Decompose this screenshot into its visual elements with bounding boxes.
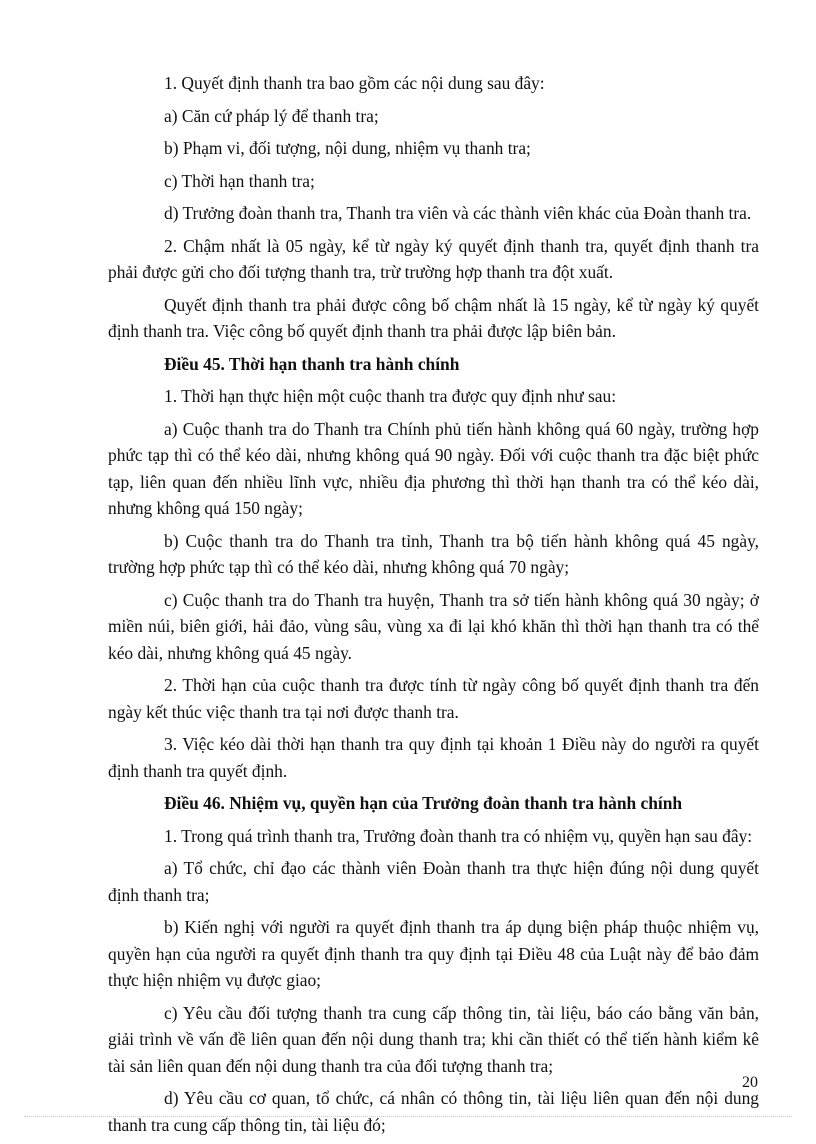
paragraph: a) Căn cứ pháp lý để thanh tra;	[164, 105, 379, 126]
paragraph: Quyết định thanh tra phải được công bố chậm nhất là 15 ngày, kể từ ngày ký quyết định thanh tra. Việc công bố quyết định thanh tra phải được lập biên bản.	[108, 294, 759, 341]
paragraph: d) Yêu cầu cơ quan, tổ chức, cá nhân có thông tin, tài liệu liên quan đến nội dung thanh tra cung cấp thông tin, tài liệu đó;	[108, 1088, 759, 1135]
page-number: 20	[742, 1074, 758, 1091]
document-body	[108, 70, 759, 1144]
paragraph: 1. Trong quá trình thanh tra, Trưởng đoàn thanh tra có nhiệm vụ, quyền hạn sau đây:	[164, 825, 753, 846]
paragraph: c) Cuộc thanh tra do Thanh tra huyện, Thanh tra sở tiến hành không quá 30 ngày; ở miền núi, biên giới, hải đảo, vùng sâu, vùng xa đi lại khó khăn thì thời hạn thanh tra có thể kéo dài, nhưng không quá 45 ngày.	[108, 589, 759, 663]
paragraph: a) Tổ chức, chỉ đạo các thành viên Đoàn thanh tra thực hiện đúng nội dung quyết định thanh tra;	[108, 858, 759, 905]
paragraph: a) Cuộc thanh tra do Thanh tra Chính phủ tiến hành không quá 60 ngày, trường hợp phức tạp thì có thể kéo dài, nhưng không quá 90 ngày. Đối với cuộc thanh tra đặc biệt phức tạp, liên quan đến nhiều lĩnh vực, nhiều địa phương thì thời hạn thanh tra có thể kéo dài, nhưng không quá 150 ngày;	[108, 418, 759, 518]
paragraph: 2. Thời hạn của cuộc thanh tra được tính từ ngày công bố quyết định thanh tra đến ngày kết thúc việc thanh tra tại nơi được thanh tra.	[108, 675, 759, 722]
paragraph: 1. Quyết định thanh tra bao gồm các nội dung sau đây:	[164, 73, 545, 93]
paragraph: c) Thời hạn thanh tra;	[164, 170, 315, 191]
paragraph: 2. Chậm nhất là 05 ngày, kể từ ngày ký quyết định thanh tra, quyết định thanh tra phải được gửi cho đối tượng thanh tra, trừ trường hợp thanh tra đột xuất.	[108, 235, 759, 282]
paragraph: 1. Thời hạn thực hiện một cuộc thanh tra được quy định như sau:	[164, 386, 617, 406]
paragraph: b) Phạm vi, đối tượng, nội dung, nhiệm vụ thanh tra;	[164, 138, 531, 158]
article-heading: Điều 45. Thời hạn thanh tra hành chính	[164, 353, 460, 374]
article-heading: Điều 46. Nhiệm vụ, quyền hạn của Trưởng đoàn thanh tra hành chính	[164, 793, 683, 813]
paragraph: c) Yêu cầu đối tượng thanh tra cung cấp thông tin, tài liệu, báo cáo bằng văn bản, giải trình về vấn đề liên quan đến nội dung thanh tra; khi cần thiết có thể tiến hành kiểm kê tài sản liên quan đến nội dung thanh tra của đối tượng thanh tra;	[108, 1002, 759, 1076]
page-bottom-divider	[24, 1116, 792, 1117]
paragraph: b) Kiến nghị với người ra quyết định thanh tra áp dụng biện pháp thuộc nhiệm vụ, quyền hạn của người ra quyết định thanh tra quy định tại Điều 48 của Luật này để bảo đảm thực hiện nhiệm vụ được giao;	[108, 917, 759, 990]
paragraph: d) Trưởng đoàn thanh tra, Thanh tra viên và các thành viên khác của Đoàn thanh tra.	[164, 203, 752, 223]
paragraph: b) Cuộc thanh tra do Thanh tra tỉnh, Thanh tra bộ tiến hành không quá 45 ngày, trường hợp phức tạp thì có thể kéo dài, nhưng không quá 70 ngày;	[108, 530, 759, 577]
paragraph: 3. Việc kéo dài thời hạn thanh tra quy định tại khoản 1 Điều này do người ra quyết định thanh tra quyết định.	[108, 734, 759, 781]
